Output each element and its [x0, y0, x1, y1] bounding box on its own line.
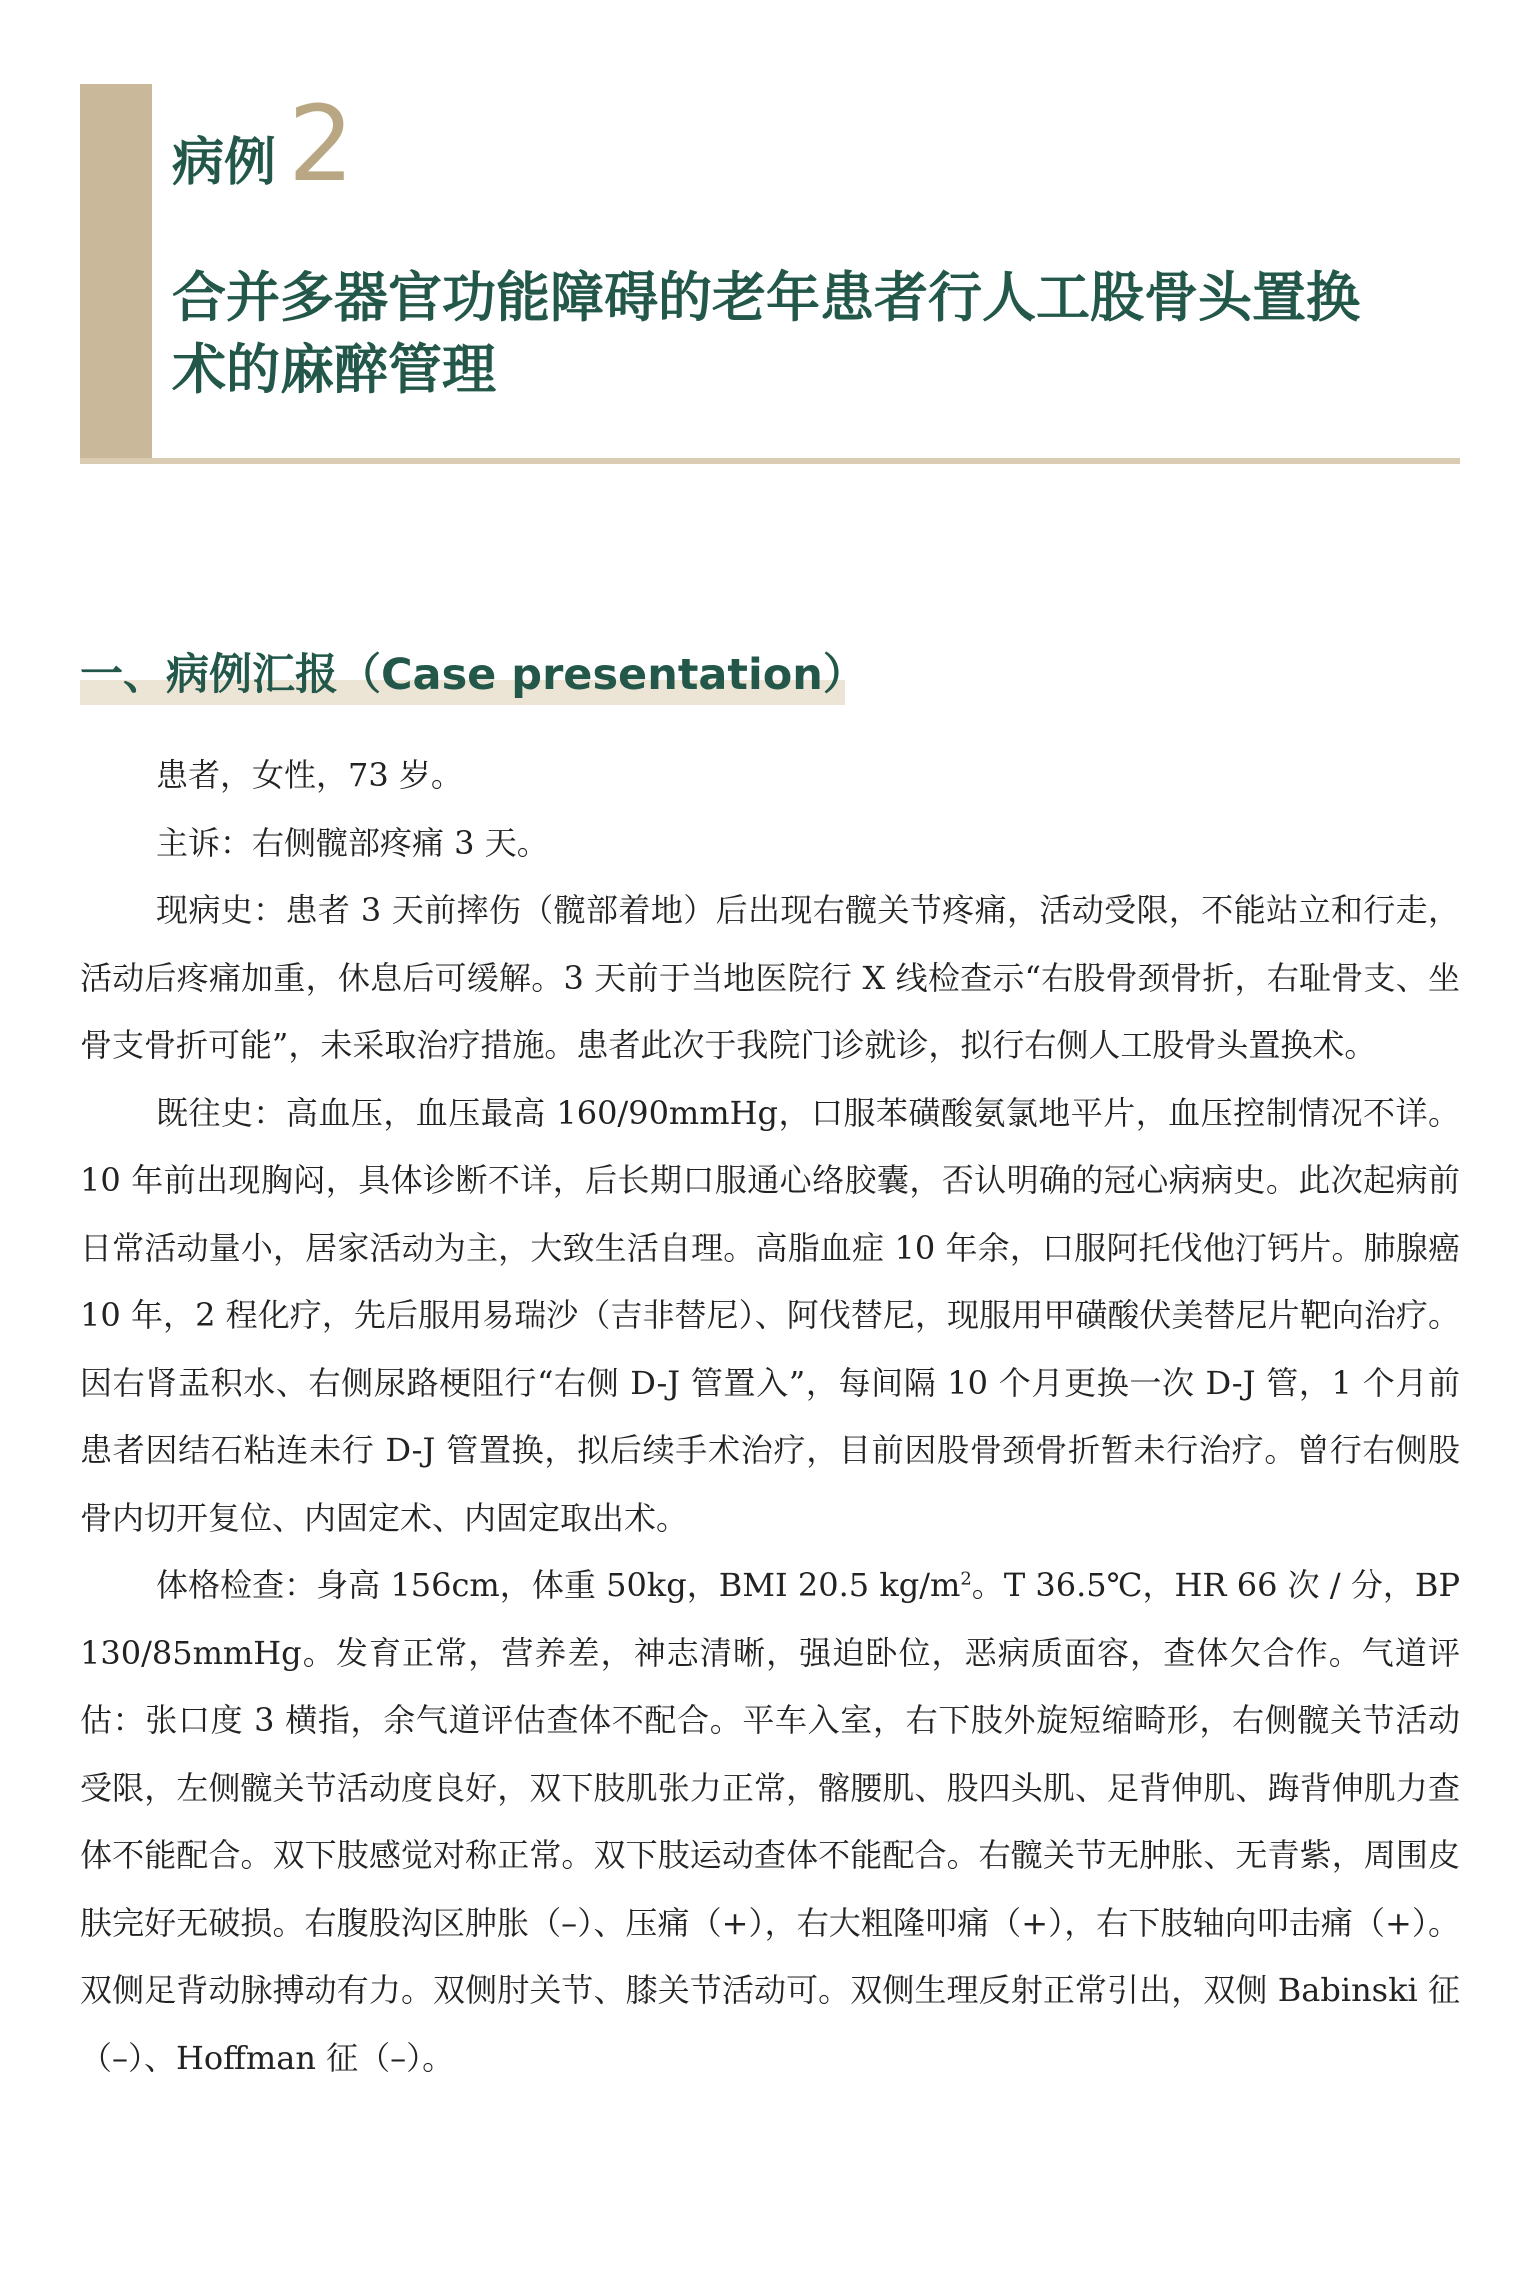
paragraph-patient-info: 患者，女性，73 岁。 — [156, 756, 463, 794]
header-accent-bar — [80, 84, 152, 464]
physical-exam-text-rest: 。T 36.5℃，HR 66 次 / 分，BP 130/85mmHg。发育正常，营养差，神志清晰，强迫卧位，恶病质面容，查体欠合作。气道评估：张口度 3 横指，余气道评估查体不配合。平车入室，右下肢外旋短缩畸形，右侧髋关节活动受限，左侧髋关节活动度良好，双下肢肌张力正常，髂腰肌、股四头肌、足背伸肌、踇背伸肌力查体不能配合。双下肢感觉对称正常。双下肢运动查体不能配合。右髋关节无肿胀、无青紫，周围皮肤完好无破损。右腹股沟区肿胀（–）、压痛（+），右大粗隆叩痛（+），右下肢轴向叩击痛（+）。双侧足背动脉搏动有力。双侧肘关节、膝关节活动可。双侧生理反射正常引出，双侧 Babinski 征（–）、Hoffman 征（–）。 — [80, 1566, 1460, 2077]
case-word: 病例 — [172, 133, 277, 193]
header-divider — [80, 458, 1460, 464]
section-heading-box — [80, 645, 866, 705]
paragraph-past-history: 既往史：高血压，血压最高 160/90mmHg，口服苯磺酸氨氯地平片，血压控制情况不详。10 年前出现胸闷，具体诊断不详，后长期口服通心络胶囊，否认明确的冠心病病史。此次起病前日常活动量小，居家活动为主，大致生活自理。高脂血症 10 年余，口服阿托伐他汀钙片。肺腺癌 10 年，2 程化疗，先后服用易瑞沙（吉非替尼）、阿伐替尼，现服用甲磺酸伏美替尼片靶向治疗。因右肾盂积水、右侧尿路梗阻行“右侧 D-J 管置入”，每间隔 10 个月更换一次 D-J 管，1 个月前患者因结石粘连未行 D-J 管置换，拟后续手术治疗，目前因股骨颈骨折暂未行治疗。曾行右侧股骨内切开复位、内固定术、内固定取出术。 — [80, 1093, 1460, 1537]
paragraph-physical-exam — [80, 1552, 1460, 2092]
case-label — [172, 83, 355, 205]
paragraph-present-illness: 现病史：患者 3 天前摔伤（髋部着地）后出现右髋关节疼痛，活动受限，不能站立和行走，活动后疼痛加重，休息后可缓解。3 天前于当地医院行 X 线检查示“右股骨颈骨折，右耻骨支、坐骨支骨折可能”，未采取治疗措施。患者此次于我院门诊就诊，拟行右侧人工股骨头置换术。 — [80, 891, 1460, 1064]
superscript-2: 2 — [960, 1568, 972, 1590]
body-text — [80, 742, 1460, 2092]
paragraph-chief-complaint: 主诉：右侧髋部疼痛 3 天。 — [156, 823, 549, 862]
physical-exam-text-start: 体格检查：身高 156cm，体重 50kg，BMI 20.5 kg/m — [156, 1566, 961, 1604]
case-number: 2 — [288, 83, 355, 205]
section-heading: 一、病例汇报（Case presentation） — [80, 650, 866, 700]
page-title: 合并多器官功能障碍的老年患者行人工股骨头置换术的麻醉管理 — [172, 266, 1360, 401]
